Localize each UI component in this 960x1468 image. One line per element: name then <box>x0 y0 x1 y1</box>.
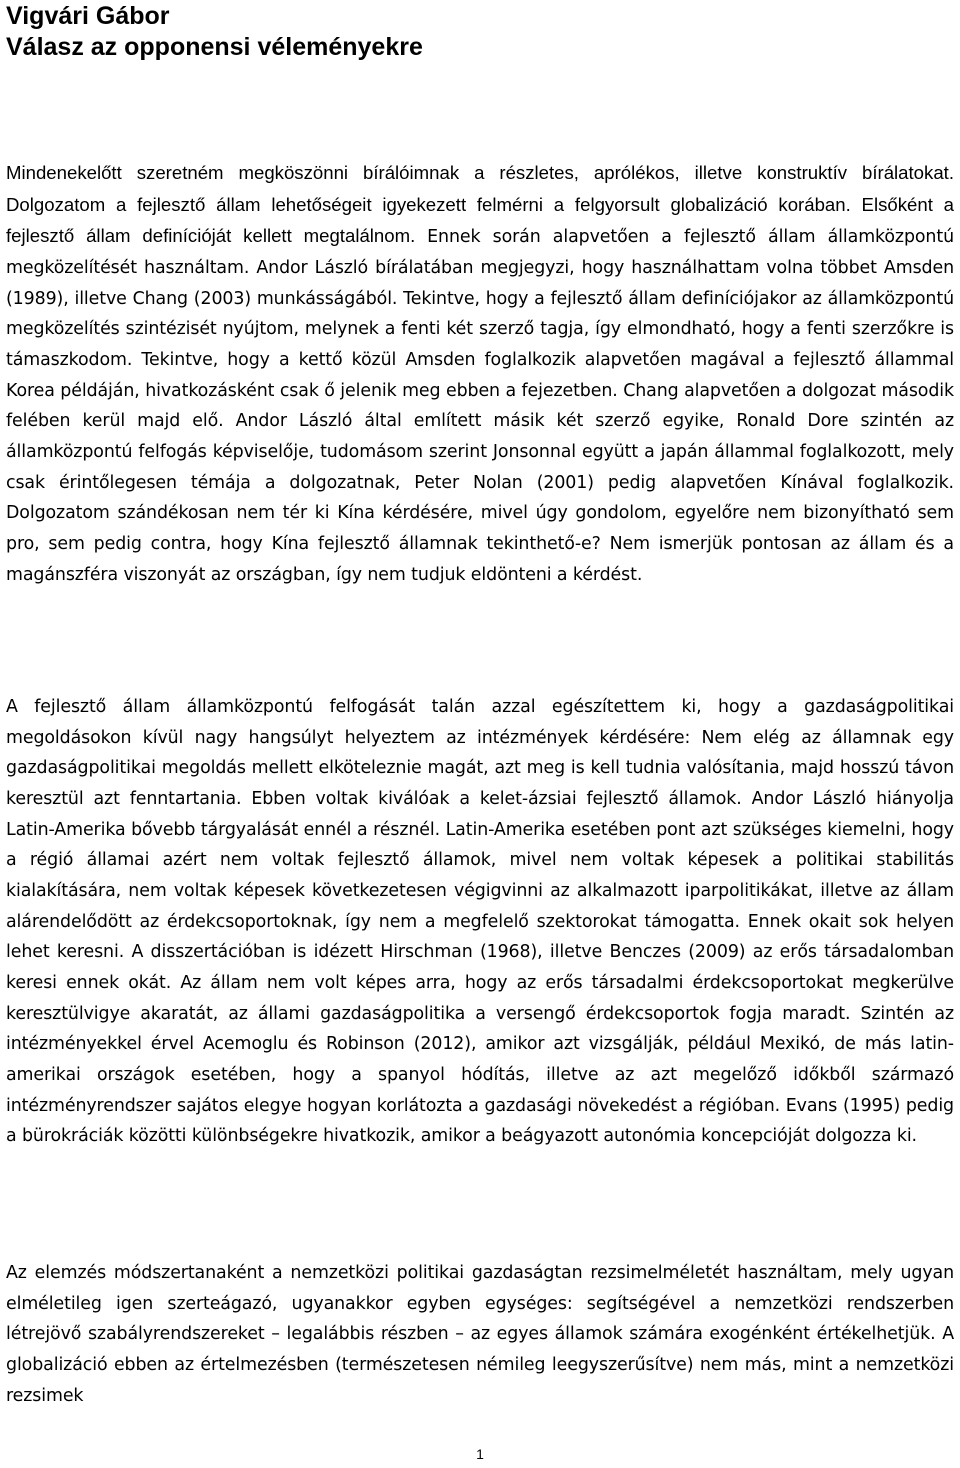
author-name: Vigvári Gábor <box>6 2 170 30</box>
paragraph-1-intro: Mindenekelőtt szeretném megköszönni bírálóimnak a részletes, aprólékos, illetve konstruktív bírálatokat. Dolgozatom a fejlesztő állam lehetőségeit igyekezett felmérni a felgyorsult globalizáció korában. Elsőként a fejlesztő állam definícióját kellett megtalálnom. <box>6 162 954 247</box>
paragraph-1 <box>6 158 954 590</box>
paragraph-3: Az elemzés módszertanaként a nemzetközi politikai gazdaságtan rezsimelméletét használtam, mely ugyan elméletileg igen szerteágazó, ugyanakkor egyben egységes: segítségével a nemzetközi rendszerben létrejövő szabályrendszereket – legalábbis részben – az egyes államok számára exogénként értékelhetjük. A globalizáció ebben az értelmezésben (természetesen némileg leegyszerűsítve) nem más, mint a nemzetközi rezsimek <box>6 1263 954 1406</box>
paragraph-1-body: Ennek során alapvetően a fejlesztő állam államközpontú megközelítését használtam. Andor László bírálatában megjegyzi, hogy használhattam volna többet Amsden (1989), illetve Chang (2003) munkásságából. Tekintve, hogy a fejlesztő állam definíciójakor az államközpontú megközelítés szintézisét nyújtom, melynek a fenti két szerző tagja, így elmondható, hogy a fenti szerzőkre is támaszkodom. Tekintve, hogy a kettő közül Amsden foglalkozik alapvetően magával a fejlesztő állammal Korea példáján, hivatkozásként csak ő jelenik meg ebben a fejezetben. Chang alapvetően a dolgozat második felében kerül majd elő. Andor László által említett másik két szerző egyike, Ronald Dore szintén az államközpontú felfogás képviselője, tudomásom szerint Jonsonnal együtt a japán állammal foglalkozott, mely csak érintőlegesen témája a dolgozatnak, Peter Nolan (2001) pedig alapvetően Kínával foglalkozik. Dolgozatom szándékosan nem tér ki Kína kérdésére, mivel úgy gondolom, egyelőre nem bizonyítható sem pro, sem pedig contra, hogy Kína fejlesztő államnak tekinthető-e? Nem ismerjük pontosan az állam és a magánszféra viszonyát az országban, így nem tudjuk eldönteni a kérdést. <box>6 227 954 585</box>
page-number: 1 <box>476 1446 484 1462</box>
paragraph-2: A fejlesztő állam államközpontú felfogását talán azzal egészítettem ki, hogy a gazdaságpolitikai megoldásokon kívül nagy hangsúlyt helyeztem az intézmények kérdésére: Nem elég az államnak egy gazdaságpolitikai megoldás mellett elköteleznie magát, azt meg is kell tudnia valósítania, majd hosszú távon keresztül azt fenntartania. Ebben voltak kiválóak a kelet-ázsiai fejlesztő államok. Andor László hiányolja Latin-Amerika bővebb tárgyalását ennél a résznél. Latin-Amerika esetében pont azt szükséges kiemelni, hogy a régió államai azért nem voltak fejlesztő államok, mivel nem voltak képesek a politikai stabilitás kialakítására, nem voltak képesek következetesen végigvinni az alkalmazott iparpolitikákat, illetve az állam alárendelődött az érdekcsoportoknak, így nem a megfelelő szektorokat támogatta. Ennek okait sok helyen lehet keresni. A disszertációban is idézett Hirschman (1968), illetve Benczes (2009) az erős társadalomban keresi ennek okát. Az állam nem volt képes arra, hogy az erős társadalmi érdekcsoportokat megkerülve keresztülvigye akaratát, az állami gazdaságpolitika a versengő érdekcsoportok fogja maradt. Szintén az intézményekkel érvel Acemoglu és Robinson (2012), amikor azt vizsgálják, például Mexikó, de más latin-amerikai országok esetében, hogy a spanyol hódítás, illetve az azt megelőző időkből származó intézményrendszer sajátos elegye hogyan korlátozta a gazdasági növekedést a régióban. Evans (1995) pedig a bürokráciák közötti különbségekre hivatkozik, amikor a beágyazott autonómia koncepcióját dolgozza ki. <box>6 697 954 1147</box>
document-title: Válasz az opponensi véleményekre <box>6 33 423 61</box>
document-page <box>6 0 954 1406</box>
